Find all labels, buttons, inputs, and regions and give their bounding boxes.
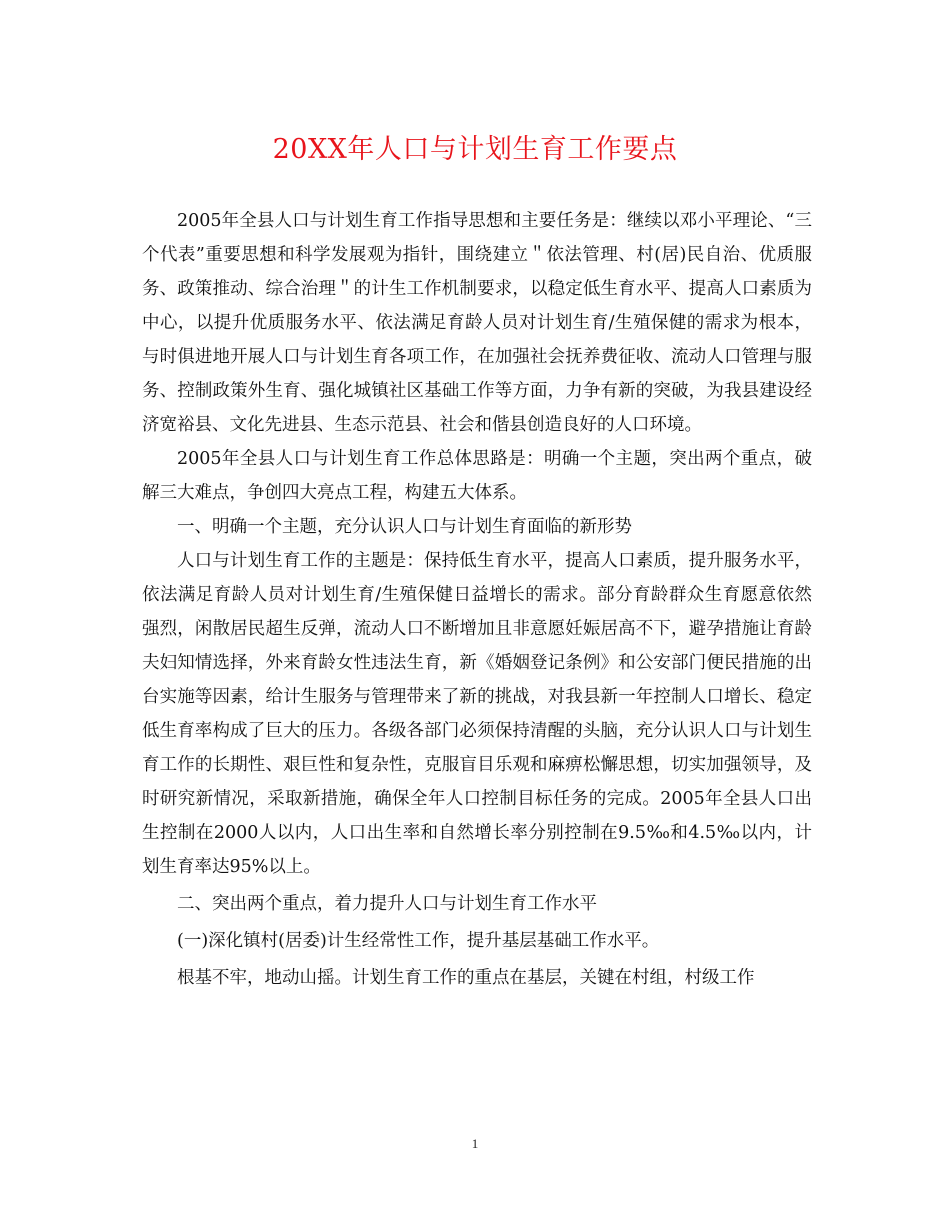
document-title: 20XX年人口与计划生育工作要点 xyxy=(272,134,678,165)
subsection-heading-one: (一)深化镇村(居委)计生经常性工作，提升基层基础工作水平。 xyxy=(177,931,660,951)
paragraph-overall-approach: 2005年全县人口与计划生育工作总体思路是：明确一个主题，突出两个重点，破解三大难点，争创四大亮点工程，构建五大体系。 xyxy=(142,449,812,503)
paragraph-guiding-ideology: 2005年全县人口与计划生育工作指导思想和主要任务是：继续以邓小平理论、“三个代表”重要思想和科学发展观为指针，围绕建立＂依法管理、村(居)民自治、优质服务、政策推动、综合治理＂的计生工作机制要求，以稳定低生育水平、提高人口素质为中心，以提升优质服务水平、依法满足育龄人员对计划生育/生殖保健的需求为根本，与时俱进地开展人口与计划生育各项工作，在加强社会抚养费征收、流动人口管理与服务、控制政策外生育、强化城镇社区基础工作等方面，力争有新的突破，为我县建设经济宽裕县、文化先进县、生态示范县、社会和偕县创造良好的人口环境。 xyxy=(142,211,812,435)
section-heading-one: 一、明确一个主题，充分认识人口与计划生育面临的新形势 xyxy=(177,517,632,537)
paragraph-grassroots: 根基不牢，地动山摇。计划生育工作的重点在基层，关键在村组，村级工作 xyxy=(177,968,755,988)
paragraph-theme: 人口与计划生育工作的主题是：保持低生育水平，提高人口素质，提升服务水平，依法满足育龄人员对计划生育/生殖保健日益增长的需求。部分育龄群众生育愿意依然强烈，闲散居民超生反弹，流动人口不断增加且非意愿妊娠居高不下，避孕措施让育龄夫妇知情选择，外来育龄女性违法生育，新《婚姻登记条例》和公安部门便民措施的出台实施等因素，给计生服务与管理带来了新的挑战，对我县新一年控制人口增长、稳定低生育率构成了巨大的压力。各级各部门必须保持清醒的头脑，充分认识人口与计划生育工作的长期性、艰巨性和复杂性，克服盲目乐观和麻痹松懈思想，切实加强领导，及时研究新情况，采取新措施，确保全年人口控制目标任务的完成。2005年全县人口出生控制在2000人以内，人口出生率和自然增长率分别控制在9.5‰和4.5‰以内，计划生育率达95%以上。 xyxy=(142,551,812,877)
document-body xyxy=(142,204,812,995)
page-number: 1 xyxy=(471,1136,479,1151)
section-heading-two: 二、突出两个重点，着力提升人口与计划生育工作水平 xyxy=(177,894,597,914)
